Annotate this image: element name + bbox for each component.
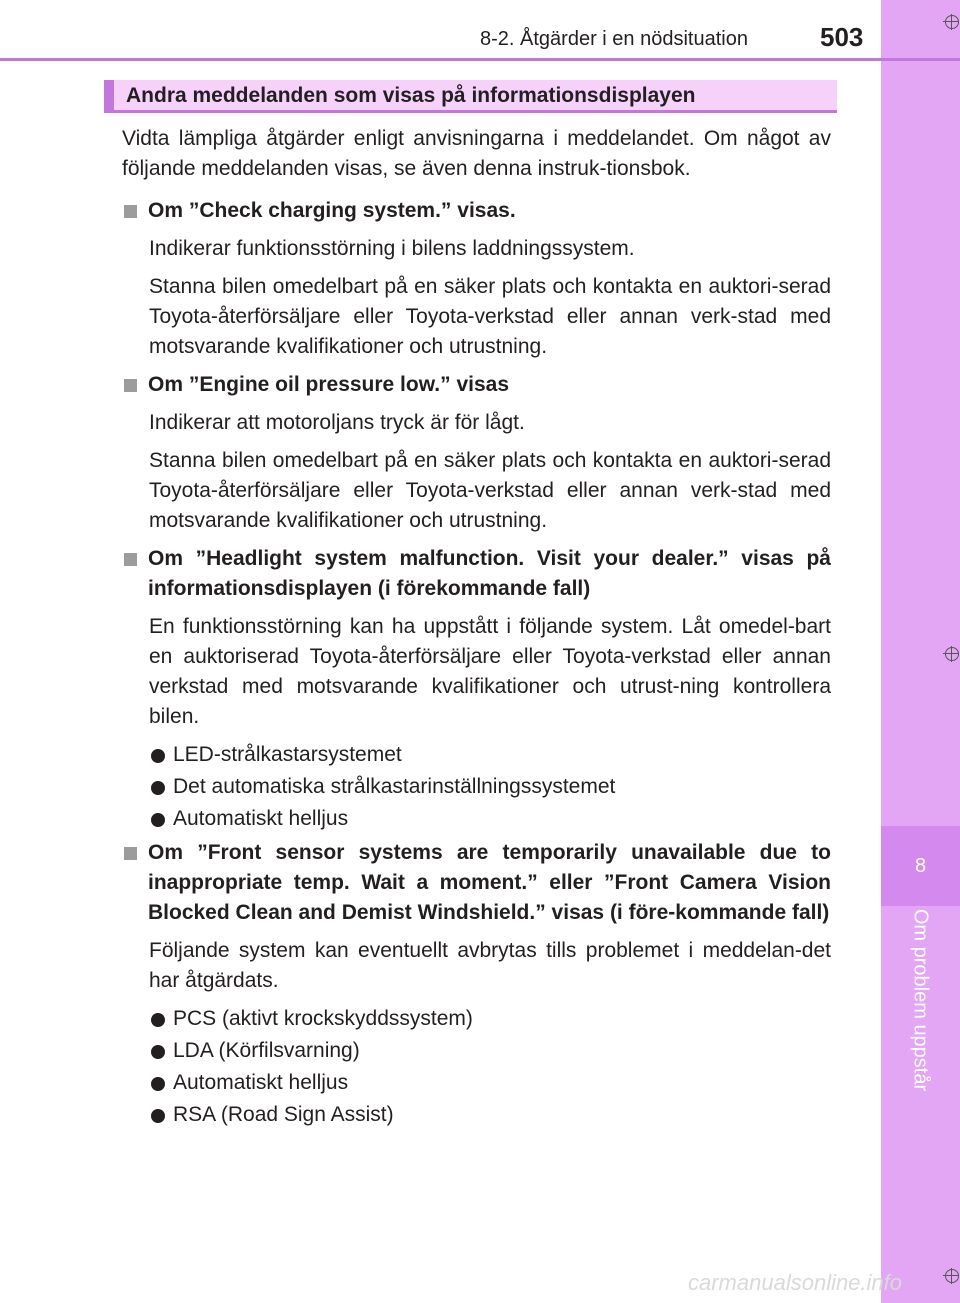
item-paragraph: Stanna bilen omedelbart på en säker plats och kontakta en auktori-serad Toyota-återförsäljare eller Toyota-verkstad eller annan verk-stad med motsvarande kvalifikationer och utrustning. <box>149 275 831 358</box>
square-bullet-icon <box>124 553 137 566</box>
bullet-dot-icon <box>151 749 165 763</box>
square-bullet-icon <box>124 205 137 218</box>
bullet-dot-icon <box>151 1077 165 1091</box>
item-heading: Om ”Headlight system malfunction. Visit your dealer.” visas på informationsdisplayen (i förekommande fall) <box>122 544 831 604</box>
header-divider <box>0 58 960 61</box>
page-content <box>122 124 831 1132</box>
bullet-dot-icon <box>151 1045 165 1059</box>
item-heading: Om ”Check charging system.” visas. <box>122 196 831 226</box>
item-paragraph: Stanna bilen omedelbart på en säker plats och kontakta en auktori-serad Toyota-återförsäljare eller Toyota-verkstad eller annan verk-stad med motsvarande kvalifikationer och utrustning. <box>149 449 831 532</box>
item-paragraph: Indikerar funktionsstörning i bilens laddningssystem. <box>149 237 635 260</box>
chapter-title: Om problem uppstår <box>909 908 932 1092</box>
header-section-title: 8-2. Åtgärder i en nödsituation <box>480 28 748 50</box>
section-heading: Andra meddelanden som visas på informationsdisplayen <box>126 84 696 107</box>
bullet-dot-icon <box>151 1109 165 1123</box>
bullet-dot-icon <box>151 1013 165 1027</box>
list-item: Det automatiska strålkastarinställningssystemet <box>122 772 831 802</box>
item-heading: Om ”Front sensor systems are temporarily unavailable due to inappropriate temp. Wait a moment.” eller ”Front Camera Vision Blocked Clean and Demist Windshield.” visas (i före-kommande fall) <box>122 838 831 928</box>
item-heading: Om ”Engine oil pressure low.” visas <box>122 370 831 400</box>
page-number: 503 <box>820 22 864 52</box>
chapter-number: 8 <box>881 826 960 906</box>
square-bullet-icon <box>124 847 137 860</box>
list-item: PCS (aktivt krockskyddssystem) <box>122 1004 831 1034</box>
list-item: LED-strålkastarsystemet <box>122 740 831 770</box>
list-item: RSA (Road Sign Assist) <box>122 1100 831 1130</box>
list-item: Automatiskt helljus <box>122 1068 831 1098</box>
item-paragraph: Följande system kan eventuellt avbrytas tills problemet i meddelan-det har åtgärdats. <box>149 939 831 992</box>
square-bullet-icon <box>124 379 137 392</box>
watermark: carmanualsonline.info <box>688 1270 903 1295</box>
list-item: Automatiskt helljus <box>122 804 831 834</box>
list-item: LDA (Körfilsvarning) <box>122 1036 831 1066</box>
section-heading-box <box>104 80 837 113</box>
intro-paragraph: Vidta lämpliga åtgärder enligt anvisningarna i meddelandet. Om något av följande meddelanden visas, se även denna instruk-tionsbok. <box>122 127 831 180</box>
item-paragraph: Indikerar att motoroljans tryck är för lågt. <box>149 411 525 434</box>
bullet-dot-icon <box>151 813 165 827</box>
bullet-dot-icon <box>151 781 165 795</box>
item-paragraph: En funktionsstörning kan ha uppstått i följande system. Låt omedel-bart en auktoriserad Toyota-återförsäljare eller Toyota-verkstad eller annan verkstad med motsvarande kvalifikationer och utrust-ning kontrollera bilen. <box>149 615 831 728</box>
